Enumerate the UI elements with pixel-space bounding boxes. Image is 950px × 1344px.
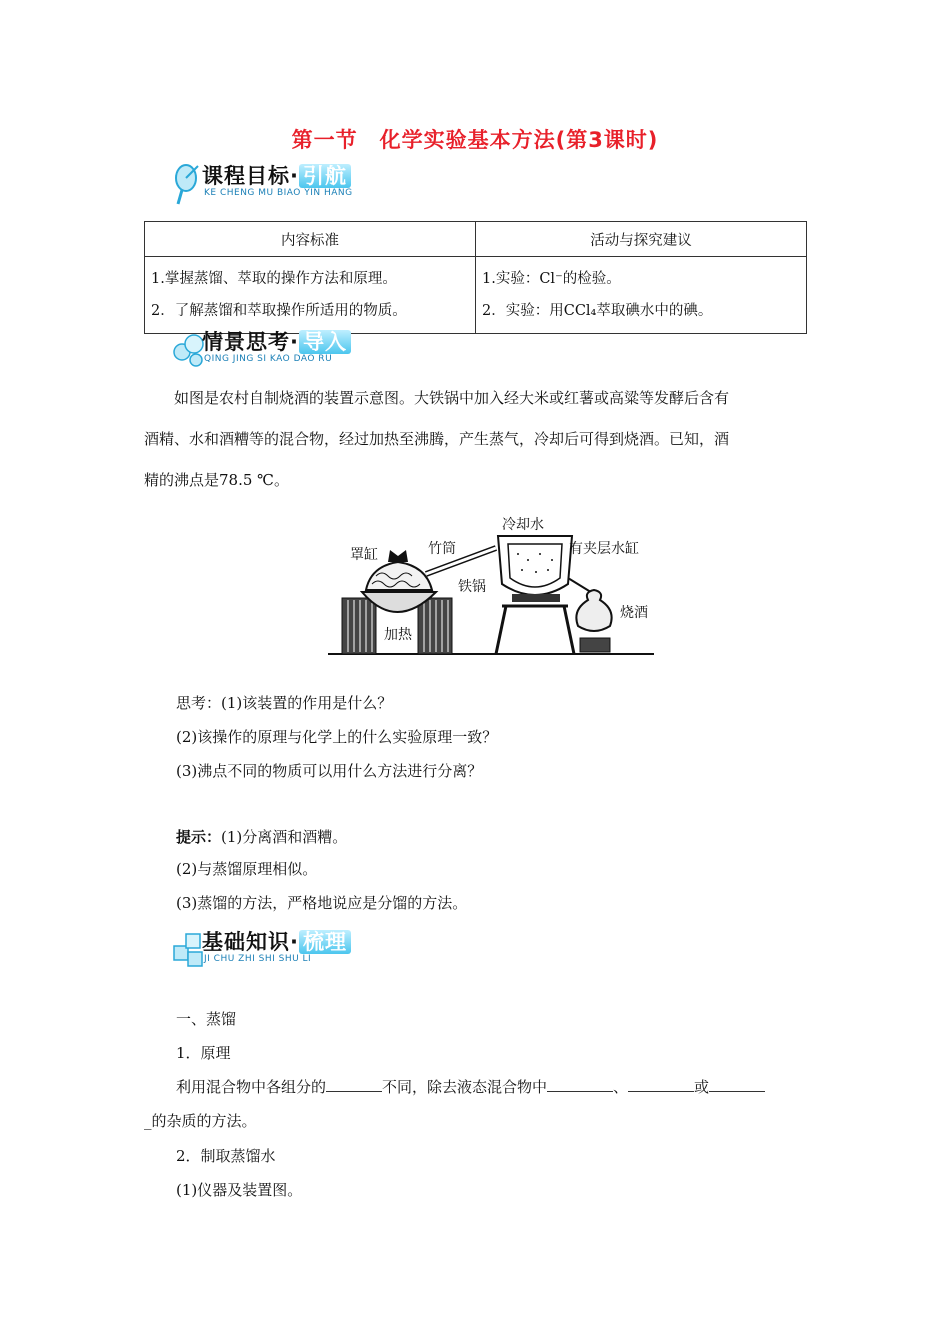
fill-blank[interactable] bbox=[326, 1075, 382, 1092]
question-3: (3)沸点不同的物质可以用什么方法进行分离？ bbox=[176, 762, 483, 780]
page-title: 第一节 化学实验基本方法(第3课时) bbox=[291, 128, 659, 152]
fill-blank[interactable] bbox=[547, 1075, 613, 1092]
hint-1: 提示：(1)分离酒和酒糟。 bbox=[176, 828, 348, 846]
label-iron-pot: 铁锅 bbox=[458, 579, 486, 595]
subsection-distilled-water: 2．制取蒸馏水 bbox=[176, 1147, 276, 1165]
banner-scene-thinking: 情景思考· 导入 QING JING SI KAO DAO RU bbox=[172, 326, 402, 372]
abc-blocks-icon bbox=[172, 926, 206, 972]
fill-blank[interactable] bbox=[709, 1075, 765, 1092]
hint-3: (3)蒸馏的方法，严格地说应是分馏的方法。 bbox=[176, 894, 468, 912]
fill-blank[interactable] bbox=[628, 1075, 694, 1092]
principle-sentence: 利用混合物中各组分的 不同，除去液态混合物中 、 或 bbox=[176, 1075, 816, 1097]
label-bamboo-tube: 竹筒 bbox=[428, 541, 456, 557]
label-liquor: 烧酒 bbox=[620, 605, 648, 621]
table-cell: 1.实验：Cl⁻的检验。 2．实验：用CCl₄萃取碘水中的碘。 bbox=[476, 257, 807, 334]
table-header: 活动与探究建议 bbox=[476, 222, 807, 257]
scene-paragraph: 如图是农村自制烧酒的装置示意图。大铁锅中加入经大米或红薯或高粱等发酵后含有 酒精、水和酒糟等的混合物，经过加热至沸腾，产生蒸气，冷却后可得到烧酒。已知，酒 精的沸点是78.5 ℃。 bbox=[144, 389, 730, 489]
banner-basic-knowledge: 基础知识· 梳理 JI CHU ZHI SHI SHU LI bbox=[172, 926, 402, 972]
question-2: (2)该操作的原理与化学上的什么实验原理一致？ bbox=[176, 728, 498, 746]
subsection-principle: 1．原理 bbox=[176, 1044, 231, 1062]
hint-2: (2)与蒸馏原理相似。 bbox=[176, 860, 318, 878]
table-cell: 1.掌握蒸馏、萃取的操作方法和原理。 2．了解蒸馏和萃取操作所适用的物质。 bbox=[145, 257, 476, 334]
label-hood-jar: 罩缸 bbox=[350, 547, 378, 563]
question-1: 思考：(1)该装置的作用是什么？ bbox=[176, 694, 393, 712]
subsection-apparatus: (1)仪器及装置图。 bbox=[176, 1181, 303, 1199]
liquor-still-figure bbox=[326, 514, 656, 659]
satellite-dish-icon bbox=[172, 160, 206, 206]
banner-course-goals: 课程目标· 引航 KE CHENG MU BIAO YIN HANG bbox=[172, 160, 392, 206]
principle-continued: _的杂质的方法。 bbox=[144, 1112, 257, 1130]
bubbles-icon bbox=[172, 326, 206, 372]
table-header: 内容标准 bbox=[145, 222, 476, 257]
goals-table bbox=[144, 221, 807, 334]
section-heading: 一、蒸馏 bbox=[176, 1010, 237, 1028]
label-heating: 加热 bbox=[384, 627, 412, 643]
apparatus-drawing bbox=[326, 514, 656, 659]
hint-label: 提示： bbox=[176, 828, 222, 846]
label-cooling-water: 冷却水 bbox=[502, 517, 544, 533]
label-jacket-tank: 有夹层水缸 bbox=[569, 541, 639, 557]
